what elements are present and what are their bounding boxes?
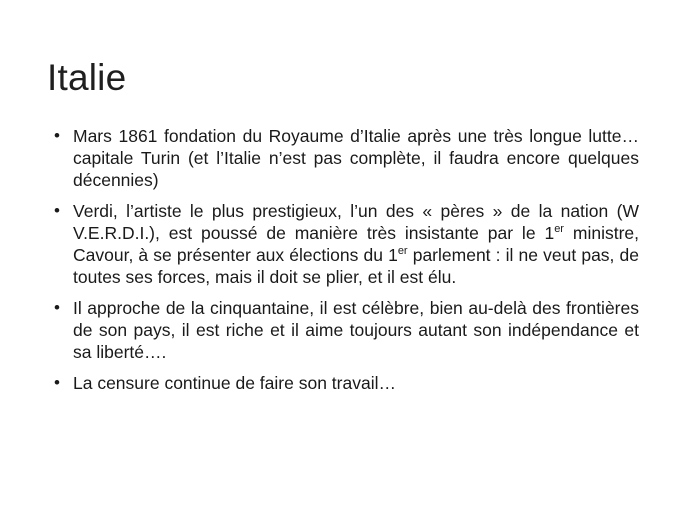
bullet-text: La censure continue de faire son travail… [73, 373, 396, 393]
bullet-text: ministre, Cavour, à se présenter aux élections du 1 [73, 223, 639, 265]
bullet-item-1 [47, 125, 639, 191]
bullet-text: Il approche de la cinquantaine, il est célèbre, bien au-delà des frontières de son pays, il est riche et il aime toujours autant son indépendance et sa liberté…. [73, 298, 639, 362]
superscript-er: er [397, 245, 408, 258]
superscript-er: er [554, 223, 564, 236]
bullet-dot-icon: • [54, 201, 60, 220]
bullet-text: Verdi, l’artiste le plus prestigieux, l’un des « pères » de la nation (W V.E.R.D.I.), est poussé de manière très insistante par le 1 [73, 201, 639, 243]
bullet-item-3 [47, 297, 639, 363]
bullet-text: parlement : il ne veut pas, de toutes ses forces, mais il doit se plier, et il est élu. [73, 245, 639, 287]
bullet-dot-icon: • [54, 373, 60, 392]
bullet-list [47, 125, 639, 403]
bullet-dot-icon: • [54, 298, 60, 317]
slide-title: Italie [47, 57, 127, 98]
bullet-dot-icon: • [54, 126, 60, 145]
bullet-item-4 [47, 372, 639, 394]
bullet-item-2 [47, 200, 639, 288]
bullet-text: Mars 1861 fondation du Royaume d’Italie après une très longue lutte… capitale Turin (et l’Italie n’est pas complète, il faudra encore quelques décennies) [73, 126, 639, 190]
